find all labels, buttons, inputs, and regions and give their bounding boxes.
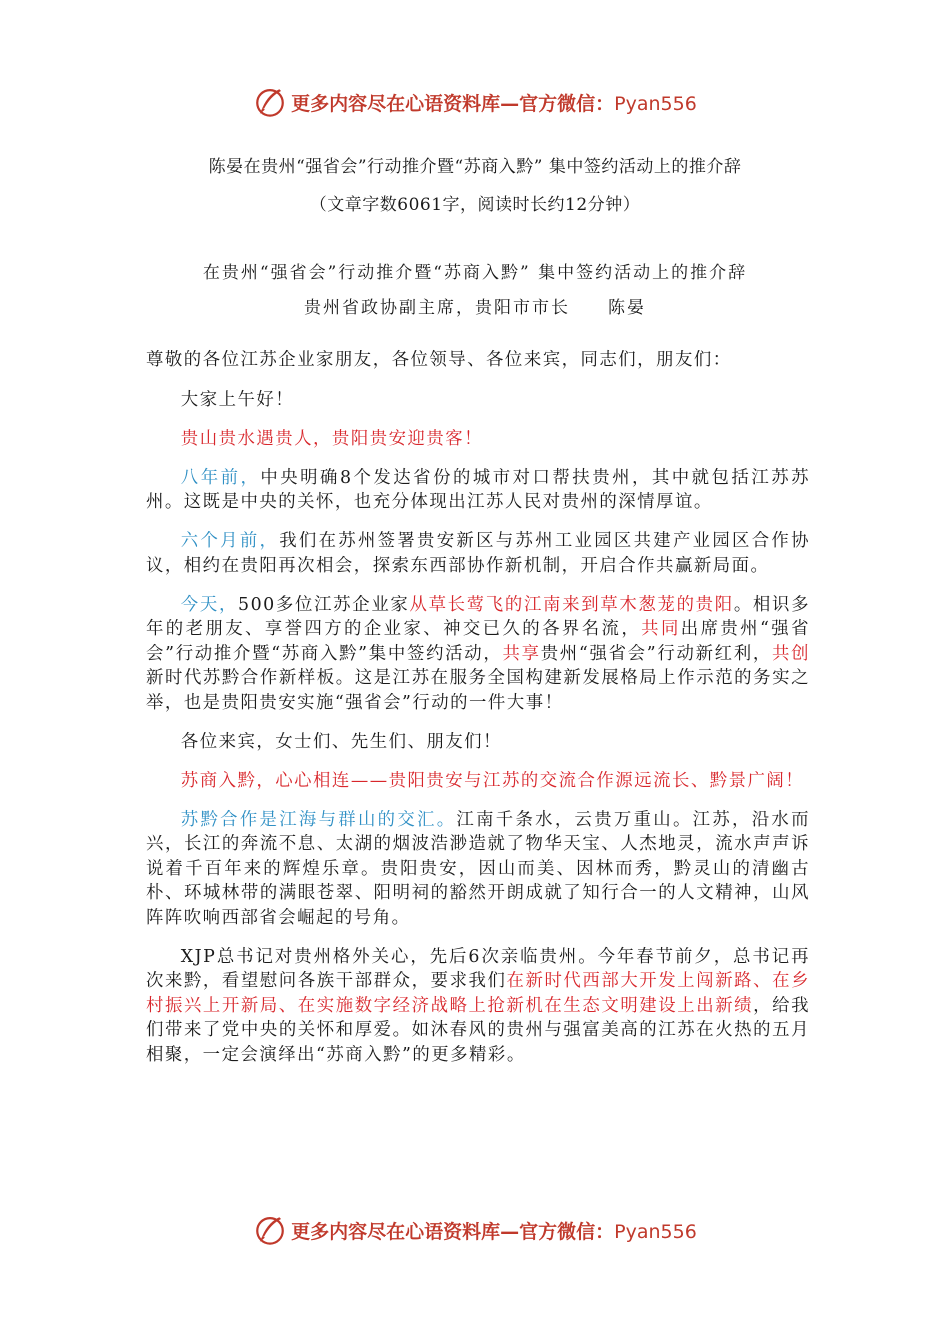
paragraph-3: 今天，500多位江苏企业家从草长莺飞的江南来到草木葱茏的贵阳。相识多年的老朋友、享誉四方的企业家、神交已久的各界名流，共同出席贵州“强省会”行动推介暨“苏商入黔”集中签约活动，共享贵州“强省会”行动新红利，共创新时代苏黔合作新样板。这是江苏在服务全国构建新发展格局上作示范的务实之举，也是贵阳贵安实施“强省会”行动的一件大事！ [146, 594, 810, 713]
footer-banner [0, 1210, 950, 1250]
banner-text: 更多内容尽在心语资料库—官方微信：Pyan556 [291, 1220, 697, 1243]
slogan: 贵山贵水遇贵人，贵阳贵安迎贵客！ [180, 428, 484, 449]
greeting-2: 各位来宾，女士们、先生们、朋友们！ [180, 731, 502, 752]
header-banner [0, 82, 950, 122]
paragraph-5: XJP总书记对贵州格外关心，先后6次亲临贵州。今年春节前夕，总书记再次来黔，看望慰问各族干部群众，要求我们在新时代西部大开发上闯新路、在乡村振兴上开新局、在实施数字经济战略上抢新机在生态文明建设上出新绩，给我们带来了党中央的关怀和厚爱。如沐春风的贵州与强富美高的江苏在火热的五月相聚，一定会演绎出“苏商入黔”的更多精彩。 [146, 946, 810, 1065]
quill-logo-icon [253, 85, 287, 119]
salutation: 尊敬的各位江苏企业家朋友，各位领导、各位来宾，同志们，朋友们： [146, 350, 732, 370]
quill-logo-icon [253, 1213, 287, 1247]
paragraph-2: 六个月前，我们在苏州签署贵安新区与苏州工业园区共建产业园区合作协议，相约在贵阳再次相会，探索东西部协作新机制，开启合作共赢新局面。 [146, 531, 810, 576]
section-title: 苏商入黔，心心相连——贵阳贵安与江苏的交流合作源远流长、黔景广阔！ [180, 770, 805, 791]
greeting: 大家上午好！ [180, 389, 295, 410]
speech-heading: 在贵州“强省会”行动推介暨“苏商入黔” 集中签约活动上的推介辞 [202, 263, 748, 283]
paragraph-1: 八年前，中央明确8个发达省份的城市对口帮扶贵州，其中就包括江苏苏州。这既是中央的关怀，也充分体现出江苏人民对贵州的深情厚谊。 [146, 467, 810, 512]
speaker-line: 贵州省政协副主席，贵阳市市长 陈晏 [304, 298, 646, 318]
document-title: 陈晏在贵州“强省会”行动推介暨“苏商入黔” 集中签约活动上的推介辞 [208, 157, 742, 177]
document-meta: （文章字数6061字，阅读时长约12分钟） [309, 195, 641, 215]
banner-text: 更多内容尽在心语资料库—官方微信：Pyan556 [291, 92, 697, 115]
paragraph-4: 苏黔合作是江海与群山的交汇。江南千条水，云贵万重山。江苏，沿水而兴，长江的奔流不息、太湖的烟波浩渺造就了物华天宝、人杰地灵，流水声声诉说着千百年来的辉煌乐章。贵阳贵安，因山而美、因林而秀，黔灵山的清幽古朴、环城林带的满眼苍翠、阳明祠的豁然开朗成就了知行合一的人文精神，山风阵阵吹响西部省会崛起的号角。 [146, 809, 810, 928]
speech-body [146, 348, 810, 1082]
